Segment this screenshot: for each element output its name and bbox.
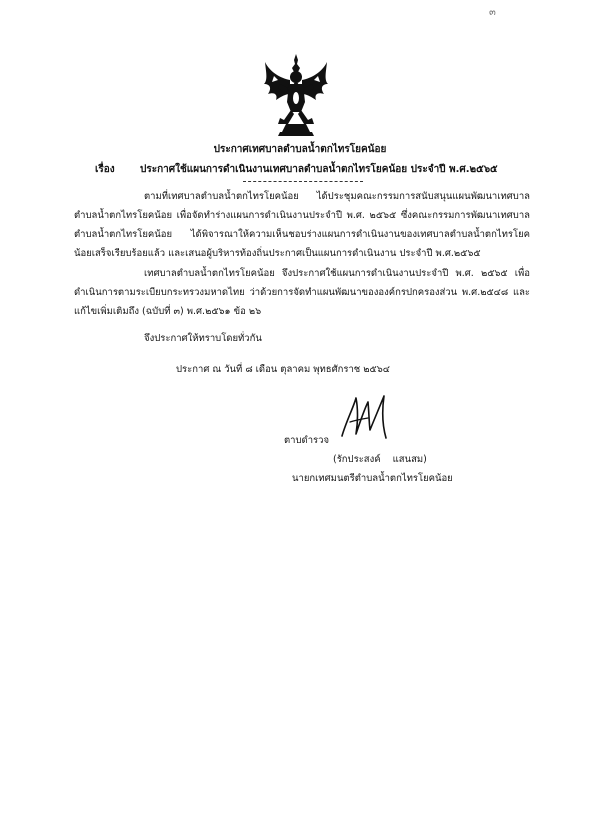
subject-text: ประกาศใช้แผนการดำเนินงานเทศบาลตำบลน้ำตกไทรโยคน้อย ประจำปี พ.ศ.๒๕๖๕: [140, 164, 498, 175]
body-paragraph-2: เทศบาลตำบลน้ำตกไทรโยคน้อย จึงประกาศใช้แผนการดำเนินงานประจำปี พ.ศ. ๒๕๖๕ เพื่อดำเนินการตามระเบียบกระทรวงมหาดไทย ว่าด้วยการจัดทำแผนพัฒนาขององค์กรปกครองส่วน พ.ศ.๒๕๔๘ และแก้ไขเพิ่มเติมถึง (ฉบับที่ ๓) พ.ศ.๒๕๖๑ ข้อ ๒๖: [74, 268, 530, 317]
announcement-date: ประกาศ ณ วันที่ ๘ เดือน ตุลาคม พุทธศักราช ๒๕๖๔: [176, 364, 390, 375]
handwritten-signature: [336, 392, 392, 442]
page-number: ๓: [489, 7, 496, 18]
signer-position: นายกเทศมนตรีตำบลน้ำตกไทรโยคน้อย: [292, 473, 453, 484]
document-title: ประกาศเทศบาลตำบลน้ำตกไทรโยคน้อย: [213, 144, 387, 155]
body-paragraph-1: ตามที่เทศบาลตำบลน้ำตกไทรโยคน้อย ได้ประชุมคณะกรรมการสนับสนุนแผนพัฒนาเทศบาลตำบลน้ำตกไทรโยคน้อย เพื่อจัดทำร่างแผนการดำเนินงานประจำปี พ.ศ. ๒๕๖๕ ซึ่งคณะกรรมการพัฒนาเทศบาลตำบลน้ำตกไทรโยคน้อย ได้พิจารณาให้ความเห็นชอบร่างแผนการดำเนินงานของเทศบาลตำบลน้ำตกไทรโยคน้อยเสร็จเรียบร้อยแล้ว และเสนอผู้บริหารท้องถิ่นประกาศเป็นแผนการดำเนินงาน ประจำปี พ.ศ.๒๕๖๕: [74, 191, 530, 259]
closing-statement: จึงประกาศให้ทราบโดยทั่วกัน: [144, 333, 262, 344]
header-divider: [243, 181, 363, 182]
checked-by-label: ตาบดำรวจ: [284, 435, 330, 446]
signer-name: (รักประสงค์ แสนสม): [333, 454, 427, 465]
garuda-emblem-icon: [262, 54, 330, 136]
subject-label: เรื่อง: [95, 164, 115, 175]
